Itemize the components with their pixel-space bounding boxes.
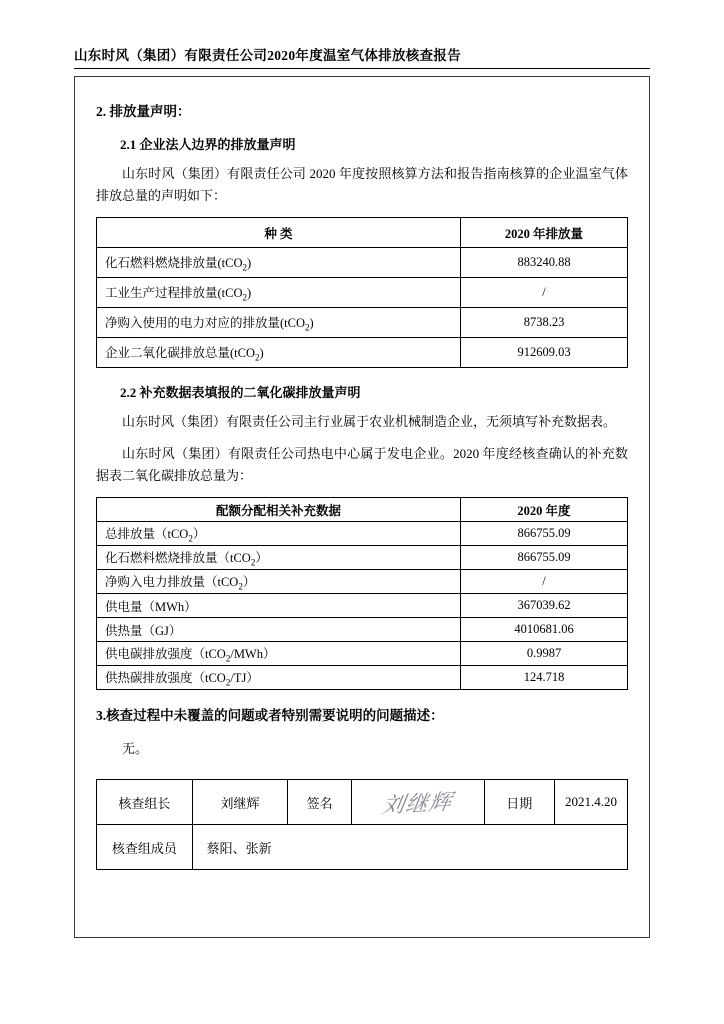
table2-row2-name-text: 净购入电力排放量（tCO (105, 574, 239, 589)
table2-row5-name (97, 642, 461, 666)
table1-row2-name (97, 308, 461, 338)
section-2-1-title: 2.1 企业法人边界的排放量声明 (120, 137, 296, 152)
table2-row5-tail: /MWh） (230, 646, 276, 661)
table1-row0-tail: ) (247, 255, 252, 270)
table1-row0-value: 883240.88 (461, 248, 628, 278)
table-row (97, 546, 628, 570)
table2-row2-name (97, 570, 461, 594)
signoff-table (96, 779, 628, 870)
table2-row5-value: 0.9987 (461, 642, 628, 666)
table2-row4-name-text: 供热量（GJ） (105, 623, 182, 638)
table-row (97, 338, 628, 368)
table1-row3-name (97, 338, 461, 368)
table2-row3-value: 367039.62 (461, 594, 628, 618)
table1-row1-name-text: 工业生产过程排放量(tCO (105, 285, 243, 300)
table2-row1-name-text: 化石燃料燃烧排放量（tCO (105, 550, 251, 565)
supplementary-data-table (96, 497, 628, 690)
date-label: 日期 (484, 780, 554, 825)
table1-row3-name-text: 企业二氧化碳排放总量(tCO (105, 345, 256, 360)
table2-row0-value: 866755.09 (461, 522, 628, 546)
table2-row4-value: 4010681.06 (461, 618, 628, 642)
table-row (97, 666, 628, 690)
emissions-declaration-table (96, 217, 628, 368)
table1-row1-value: / (461, 278, 628, 308)
header-divider (74, 68, 650, 69)
table-row (97, 248, 628, 278)
table2-row6-value: 124.718 (461, 666, 628, 690)
date-value: 2021.4.20 (555, 780, 628, 825)
table2-header-value: 2020 年度 (461, 498, 628, 522)
section-2-title: 2. 排放量声明： (96, 104, 191, 119)
table-row (97, 522, 628, 546)
table1-row1-name (97, 278, 461, 308)
signature-image (351, 780, 484, 825)
table-row (97, 570, 628, 594)
table2-row1-value: 866755.09 (461, 546, 628, 570)
table1-row2-sub: 2 (305, 322, 310, 333)
table2-row2-tail: ） (242, 574, 256, 589)
table1-row0-sub: 2 (242, 262, 248, 273)
section-2-2-paragraph-2: 山东时风（集团）有限责任公司热电中心属于发电企业。2020 年度经核查确认的补充数据表二氧化碳排放总量为： (96, 446, 628, 483)
table1-row2-tail: ) (309, 315, 314, 330)
table-header-row (97, 218, 628, 248)
section-2-1-paragraph: 山东时风（集团）有限责任公司 2020 年度按照核算方法和报告指南核算的企业温室气体排放总量的声明如下： (96, 166, 628, 203)
table-row (97, 278, 628, 308)
table2-row0-name (97, 522, 461, 546)
table2-row5-sub: 2 (225, 653, 231, 664)
table2-row3-name (97, 594, 461, 618)
leader-name: 刘继辉 (192, 780, 288, 825)
leader-label: 核查组长 (97, 780, 193, 825)
table-row (97, 825, 628, 870)
table-row (97, 594, 628, 618)
table1-row0-name-text: 化石燃料燃烧排放量(tCO (105, 255, 243, 270)
table2-row4-name (97, 618, 461, 642)
table-row (97, 308, 628, 338)
signature-handwriting: 刘继辉 (380, 788, 455, 818)
table2-row3-name-text: 供电量（MWh） (105, 599, 197, 614)
table1-row3-sub: 2 (255, 352, 260, 363)
table2-row2-value: / (461, 570, 628, 594)
members-value: 蔡阳、张新 (192, 825, 627, 870)
table2-row1-name (97, 546, 461, 570)
section-3-content: 无。 (122, 741, 149, 756)
table1-header-value: 2020 年排放量 (461, 218, 628, 248)
table1-row1-tail: ) (247, 285, 252, 300)
table2-row6-tail: /TJ） (230, 670, 259, 685)
section-2-2-paragraph-1: 山东时风（集团）有限责任公司主行业属于农业机械制造企业，无须填写补充数据表。 (122, 414, 617, 429)
table2-row1-sub: 2 (250, 557, 256, 568)
table2-row6-sub: 2 (225, 677, 231, 688)
table1-row2-name-text: 净购入使用的电力对应的排放量(tCO (105, 315, 306, 330)
document-content (74, 76, 650, 870)
table2-header-category: 配额分配相关补充数据 (97, 498, 461, 522)
members-label: 核查组成员 (97, 825, 193, 870)
table1-row0-name (97, 248, 461, 278)
table2-row0-name-text: 总排放量（tCO (105, 526, 189, 541)
section-3-title: 3.核查过程中未覆盖的问题或者特别需要说明的问题描述： (96, 708, 444, 723)
table2-row6-name (97, 666, 461, 690)
table-header-row (97, 498, 628, 522)
sign-label: 签名 (288, 780, 352, 825)
table-row (97, 642, 628, 666)
table2-row6-name-text: 供热碳排放强度（tCO (105, 670, 226, 685)
table-row (97, 618, 628, 642)
table1-row2-value: 8738.23 (461, 308, 628, 338)
page-header: 山东时风（集团）有限责任公司2020年度温室气体排放核查报告 (74, 48, 461, 63)
table1-row1-sub: 2 (242, 292, 248, 303)
table1-row3-tail: ) (259, 345, 264, 360)
section-2-2-title: 2.2 补充数据表填报的二氧化碳排放量声明 (120, 385, 361, 400)
table2-row2-sub: 2 (238, 581, 243, 592)
table2-row1-tail: ） (255, 550, 268, 565)
table2-row0-sub: 2 (188, 533, 193, 544)
table-row (97, 780, 628, 825)
table2-row0-tail: ） (192, 526, 206, 541)
table2-row5-name-text: 供电碳排放强度（tCO (105, 646, 226, 661)
table1-row3-value: 912609.03 (461, 338, 628, 368)
table1-header-category: 种 类 (97, 218, 461, 248)
